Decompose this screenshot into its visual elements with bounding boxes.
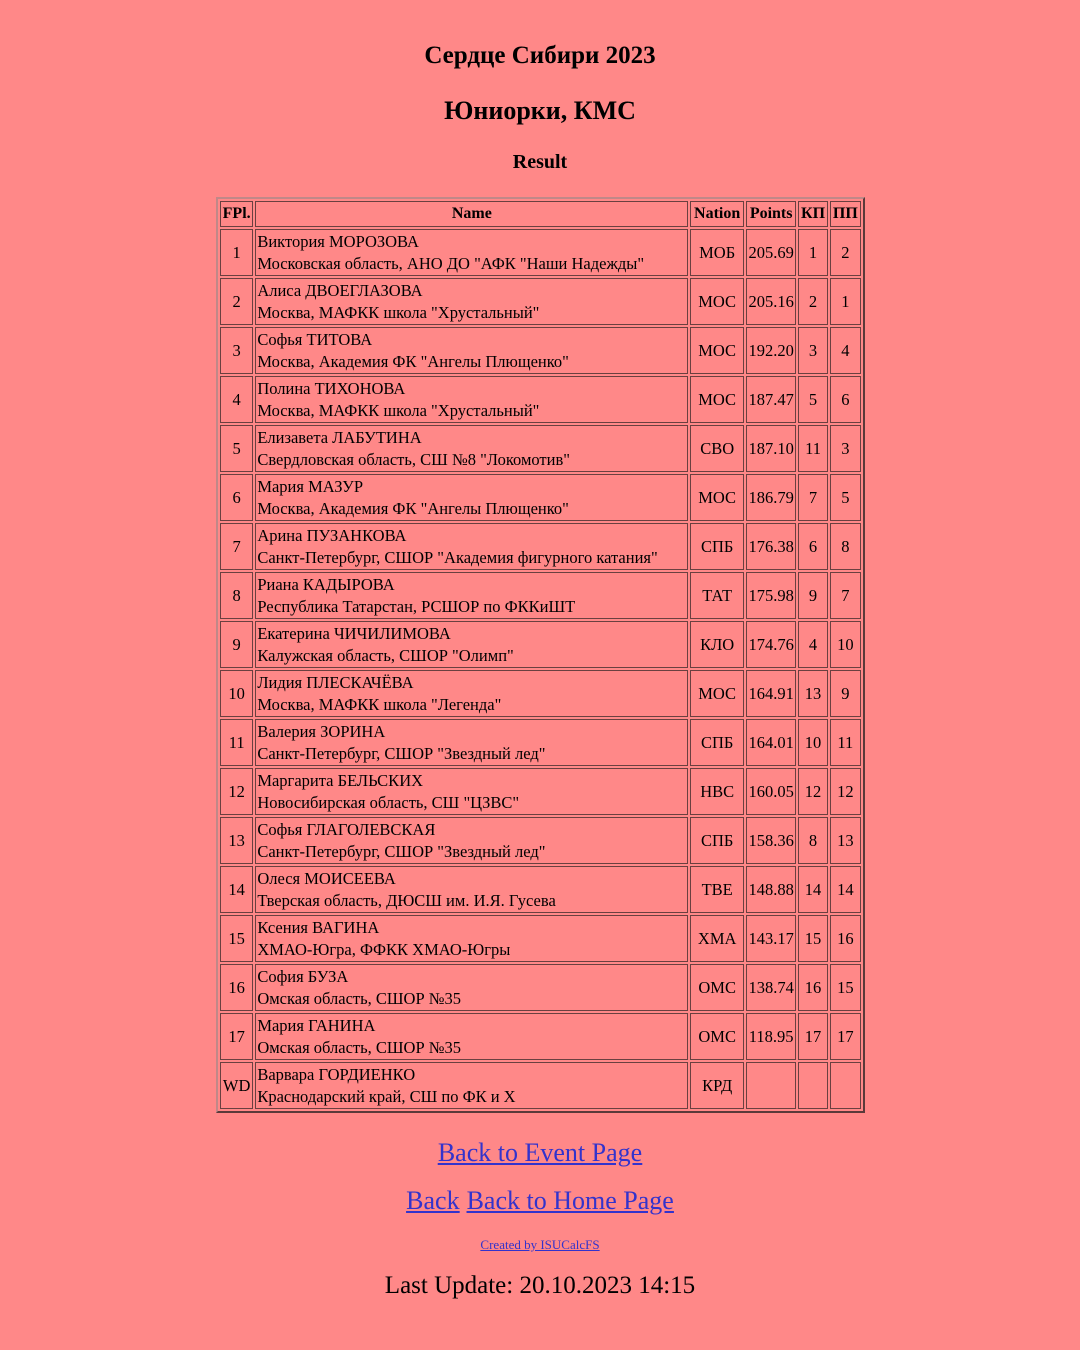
cell-points: 187.47: [746, 376, 796, 423]
table-row: [220, 719, 861, 766]
cell-sp: [798, 1062, 827, 1109]
table-row: [220, 670, 861, 717]
header-name: Name: [255, 201, 688, 227]
cell-fpl: 1: [220, 229, 253, 276]
cell-nation: ТВЕ: [690, 866, 744, 913]
cell-points: 118.95: [746, 1013, 796, 1060]
cell-fpl: 16: [220, 964, 253, 1011]
cell-points: 187.10: [746, 425, 796, 472]
skater-club: Краснодарский край, СШ по ФК и Х: [257, 1086, 516, 1106]
cell-sp: 3: [798, 327, 827, 374]
header-sp: КП: [798, 201, 827, 227]
cell-points: 143.17: [746, 915, 796, 962]
table-row: [220, 229, 861, 276]
created-by-link[interactable]: Created by ISUCalcFS: [480, 1237, 600, 1252]
cell-fs: 4: [830, 327, 861, 374]
cell-name: [255, 572, 688, 619]
table-row: [220, 817, 861, 864]
cell-fpl: 6: [220, 474, 253, 521]
cell-fs: 10: [830, 621, 861, 668]
cell-nation: СПБ: [690, 817, 744, 864]
cell-nation: МОС: [690, 278, 744, 325]
cell-nation: НВС: [690, 768, 744, 815]
cell-name: [255, 670, 688, 717]
results-body: [220, 229, 861, 1109]
table-row: [220, 964, 861, 1011]
cell-nation: МОС: [690, 327, 744, 374]
cell-nation: СПБ: [690, 719, 744, 766]
table-row: [220, 1013, 861, 1060]
skater-name: Мария ГАНИНА: [257, 1015, 376, 1035]
skater-name: Варвара ГОРДИЕНКО: [257, 1064, 416, 1084]
cell-points: 158.36: [746, 817, 796, 864]
cell-fs: 15: [830, 964, 861, 1011]
cell-nation: ОМС: [690, 964, 744, 1011]
cell-fs: 8: [830, 523, 861, 570]
skater-name: Полина ТИХОНОВА: [257, 378, 406, 398]
cell-fs: 17: [830, 1013, 861, 1060]
cell-fs: 13: [830, 817, 861, 864]
cell-sp: 6: [798, 523, 827, 570]
cell-points: 176.38: [746, 523, 796, 570]
cell-sp: 5: [798, 376, 827, 423]
cell-points: 175.98: [746, 572, 796, 619]
table-row: [220, 915, 861, 962]
event-title: Сердце Сибири 2023: [424, 42, 656, 69]
cell-nation: ОМС: [690, 1013, 744, 1060]
cell-points: 164.01: [746, 719, 796, 766]
cell-name: [255, 474, 688, 521]
cell-nation: МОБ: [690, 229, 744, 276]
cell-name: [255, 768, 688, 815]
cell-fpl: 17: [220, 1013, 253, 1060]
skater-name: Виктория МОРОЗОВА: [257, 231, 419, 251]
table-row: [220, 327, 861, 374]
cell-sp: 15: [798, 915, 827, 962]
skater-name: Ксения ВАГИНА: [257, 917, 380, 937]
cell-sp: 12: [798, 768, 827, 815]
table-row: [220, 523, 861, 570]
cell-nation: МОС: [690, 670, 744, 717]
skater-club: Свердловская область, СШ №8 "Локомотив": [257, 449, 570, 469]
cell-name: [255, 621, 688, 668]
cell-sp: 1: [798, 229, 827, 276]
table-row: [220, 1062, 861, 1109]
table-row: [220, 425, 861, 472]
cell-sp: 8: [798, 817, 827, 864]
cell-fpl: 8: [220, 572, 253, 619]
cell-sp: 16: [798, 964, 827, 1011]
last-update: Last Update: 20.10.2023 14:15: [384, 1272, 696, 1299]
cell-fpl: 11: [220, 719, 253, 766]
cell-sp: 4: [798, 621, 827, 668]
skater-name: Мария МАЗУР: [257, 476, 363, 496]
cell-nation: МОС: [690, 376, 744, 423]
cell-name: [255, 278, 688, 325]
skater-name: София БУЗА: [257, 966, 349, 986]
header-points: Points: [746, 201, 796, 227]
skater-name: Риана КАДЫРОВА: [257, 574, 395, 594]
skater-club: Санкт-Петербург, СШОР "Академия фигурного катания": [257, 547, 658, 567]
skater-name: Олеся МОИСЕЕВА: [257, 868, 396, 888]
cell-nation: МОС: [690, 474, 744, 521]
table-row: [220, 278, 861, 325]
skater-name: Маргарита БЕЛЬСКИХ: [257, 770, 424, 790]
cell-name: [255, 376, 688, 423]
cell-fs: 6: [830, 376, 861, 423]
cell-fs: 7: [830, 572, 861, 619]
cell-name: [255, 229, 688, 276]
cell-fs: 16: [830, 915, 861, 962]
cell-nation: ХМА: [690, 915, 744, 962]
cell-fpl: 2: [220, 278, 253, 325]
cell-points: 205.16: [746, 278, 796, 325]
cell-sp: 13: [798, 670, 827, 717]
cell-fs: 1: [830, 278, 861, 325]
cell-fs: 2: [830, 229, 861, 276]
skater-club: Москва, Академия ФК "Ангелы Плющенко": [257, 351, 569, 371]
skater-name: Валерия ЗОРИНА: [257, 721, 386, 741]
table-row: [220, 866, 861, 913]
cell-fpl: 7: [220, 523, 253, 570]
cell-sp: 9: [798, 572, 827, 619]
cell-fpl: 4: [220, 376, 253, 423]
cell-name: [255, 915, 688, 962]
skater-name: Алиса ДВОЕГЛАЗОВА: [257, 280, 423, 300]
skater-club: Санкт-Петербург, СШОР "Звездный лед": [257, 841, 546, 861]
cell-fpl: 10: [220, 670, 253, 717]
skater-name: Арина ПУЗАНКОВА: [257, 525, 407, 545]
cell-points: [746, 1062, 796, 1109]
cell-name: [255, 817, 688, 864]
skater-club: Омская область, СШОР №35: [257, 1037, 462, 1057]
skater-club: Москва, МАФКК школа "Хрустальный": [257, 400, 540, 420]
cell-name: [255, 1013, 688, 1060]
skater-club: Омская область, СШОР №35: [257, 988, 462, 1008]
table-row: [220, 474, 861, 521]
cell-nation: КРД: [690, 1062, 744, 1109]
cell-sp: 10: [798, 719, 827, 766]
skater-name: Лидия ПЛЕСКАЧЁВА: [257, 672, 414, 692]
cell-sp: 7: [798, 474, 827, 521]
header-fs: ПП: [830, 201, 861, 227]
skater-club: Санкт-Петербург, СШОР "Звездный лед": [257, 743, 546, 763]
cell-fs: 11: [830, 719, 861, 766]
cell-nation: КЛО: [690, 621, 744, 668]
cell-fs: 14: [830, 866, 861, 913]
cell-fpl: 14: [220, 866, 253, 913]
cell-sp: 17: [798, 1013, 827, 1060]
result-heading: Result: [512, 151, 568, 173]
skater-name: Елизавета ЛАБУТИНА: [257, 427, 422, 447]
skater-club: Москва, Академия ФК "Ангелы Плющенко": [257, 498, 569, 518]
skater-name: Софья ТИТОВА: [257, 329, 373, 349]
cell-fs: 5: [830, 474, 861, 521]
cell-name: [255, 866, 688, 913]
header-nation: Nation: [690, 201, 744, 227]
cell-nation: СПБ: [690, 523, 744, 570]
cell-name: [255, 327, 688, 374]
cell-fs: 3: [830, 425, 861, 472]
cell-name: [255, 523, 688, 570]
cell-points: 138.74: [746, 964, 796, 1011]
back-to-home-link[interactable]: Back to Home Page: [466, 1186, 674, 1215]
cell-sp: 14: [798, 866, 827, 913]
cell-name: [255, 1062, 688, 1109]
skater-club: Московская область, АНО ДО "АФК "Наши Надежды": [257, 253, 645, 273]
cell-fs: 12: [830, 768, 861, 815]
cell-name: [255, 964, 688, 1011]
skater-club: Москва, МАФКК школа "Легенда": [257, 694, 502, 714]
skater-name: Екатерина ЧИЧИЛИМОВА: [257, 623, 451, 643]
table-row: [220, 621, 861, 668]
skater-name: Софья ГЛАГОЛЕВСКАЯ: [257, 819, 436, 839]
cell-fpl: 15: [220, 915, 253, 962]
skater-club: Новосибирская область, СШ "ЦЗВС": [257, 792, 520, 812]
back-links-row: [0, 1186, 1080, 1216]
cell-fs: [830, 1062, 861, 1109]
cell-fpl: WD: [220, 1062, 253, 1109]
cell-points: 205.69: [746, 229, 796, 276]
back-link[interactable]: Back: [406, 1186, 460, 1215]
skater-club: Калужская область, СШОР "Олимп": [257, 645, 514, 665]
table-row: [220, 768, 861, 815]
header-fpl: FPl.: [220, 201, 253, 227]
skater-club: Республика Татарстан, РСШОР по ФККиШТ: [257, 596, 576, 616]
back-to-event-row: [0, 1138, 1080, 1168]
cell-fpl: 12: [220, 768, 253, 815]
category-title: Юниорки, КМС: [444, 96, 636, 125]
cell-fpl: 9: [220, 621, 253, 668]
table-header-row: [220, 201, 861, 227]
cell-nation: СВО: [690, 425, 744, 472]
cell-points: 174.76: [746, 621, 796, 668]
created-by-row: [0, 1237, 1080, 1253]
cell-name: [255, 425, 688, 472]
cell-points: 192.20: [746, 327, 796, 374]
results-table: [216, 197, 865, 1113]
back-to-event-link[interactable]: Back to Event Page: [437, 1138, 643, 1167]
cell-fpl: 3: [220, 327, 253, 374]
cell-points: 164.91: [746, 670, 796, 717]
cell-points: 148.88: [746, 866, 796, 913]
cell-sp: 11: [798, 425, 827, 472]
cell-fpl: 5: [220, 425, 253, 472]
skater-club: ХМАО-Югра, ФФКК ХМАО-Югры: [257, 939, 511, 959]
table-row: [220, 572, 861, 619]
cell-points: 186.79: [746, 474, 796, 521]
table-row: [220, 376, 861, 423]
cell-name: [255, 719, 688, 766]
skater-club: Москва, МАФКК школа "Хрустальный": [257, 302, 540, 322]
skater-club: Тверская область, ДЮСШ им. И.Я. Гусева: [257, 890, 556, 910]
cell-sp: 2: [798, 278, 827, 325]
cell-nation: ТАТ: [690, 572, 744, 619]
cell-fpl: 13: [220, 817, 253, 864]
cell-fs: 9: [830, 670, 861, 717]
cell-points: 160.05: [746, 768, 796, 815]
